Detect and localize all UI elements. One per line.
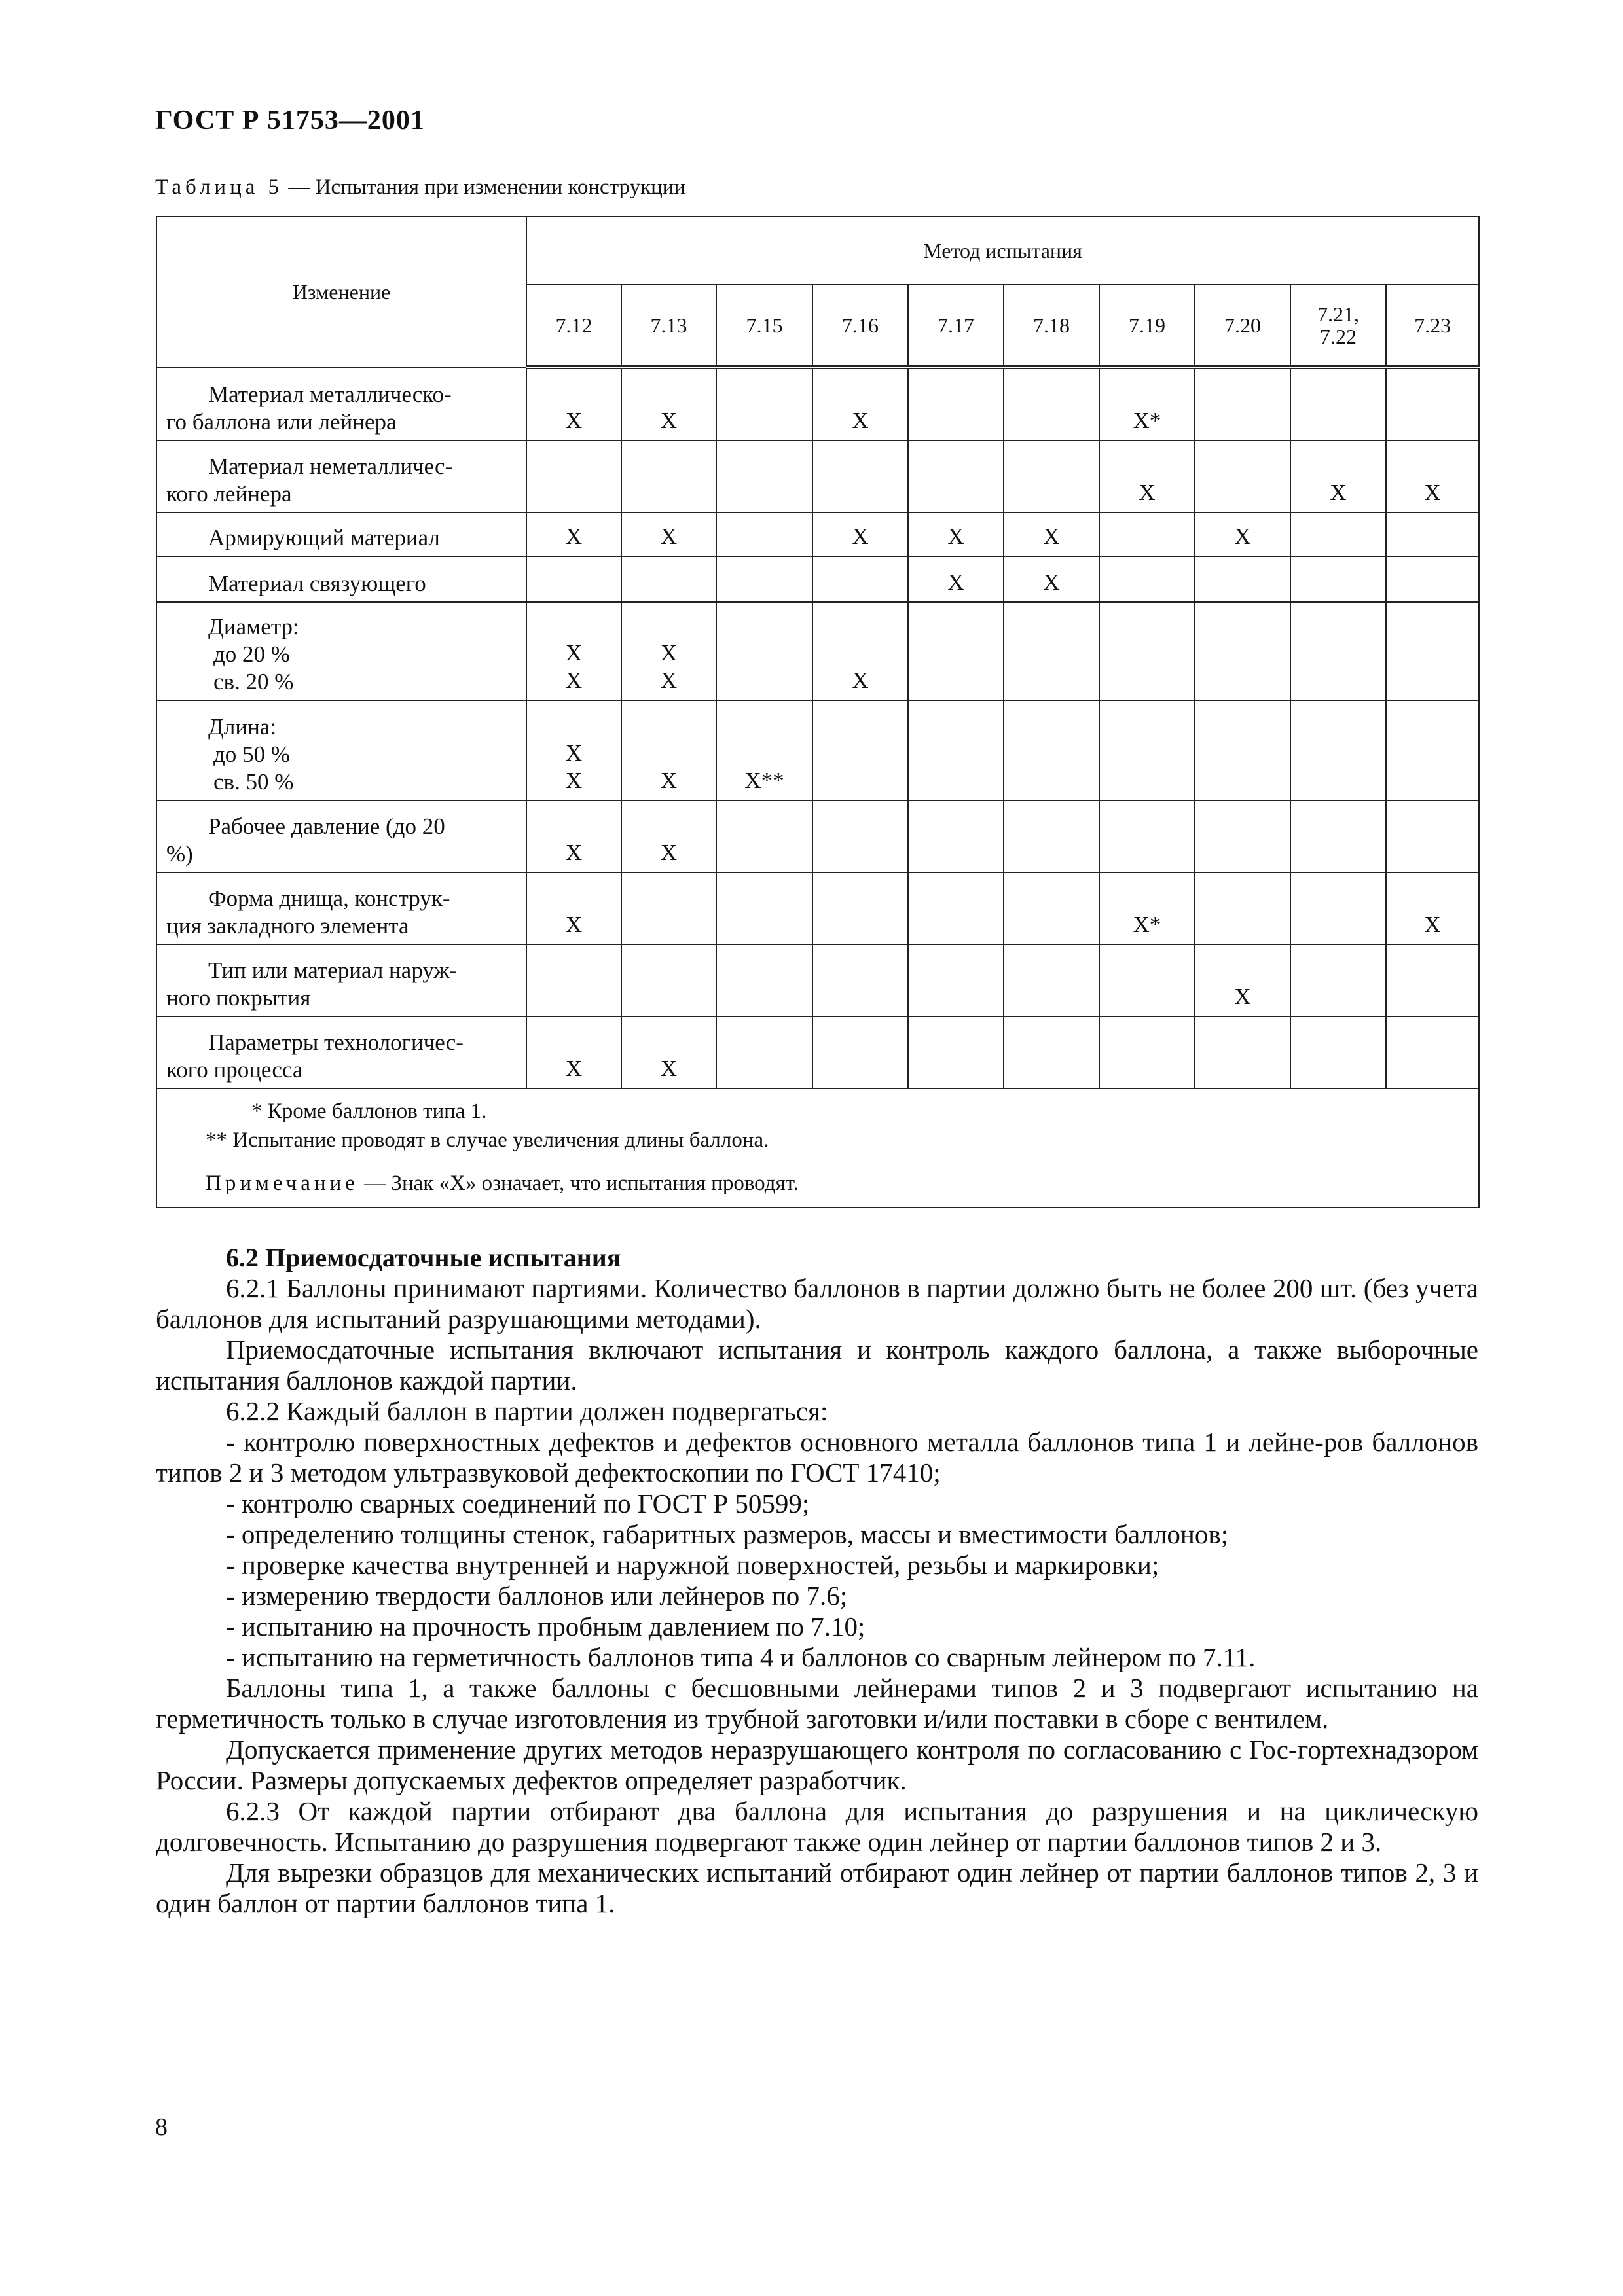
table-cell [716, 602, 812, 700]
paragraph: Допускается применение других методов неразрушающего контроля по согласованию с Гос-гортехнадзором России. Размеры допускаемых дефектов определяет разработчик. [156, 1734, 1478, 1795]
row-label-line: Параметры технологичес- [208, 1030, 464, 1055]
table-cell: X [1004, 512, 1099, 556]
table-cell [1004, 872, 1099, 944]
table-cell [1290, 1016, 1386, 1088]
row-label [156, 700, 526, 800]
table-cell [1195, 556, 1290, 602]
row-label [156, 872, 526, 944]
table-cell [526, 440, 621, 512]
section-title: 6.2 Приемосдаточные испытания [226, 1243, 621, 1272]
table-cell [1386, 367, 1479, 440]
table-cell [812, 872, 908, 944]
table-row [156, 556, 1479, 602]
row-label-line: Рабочее давление (до 20 [208, 814, 445, 839]
table-cell [1386, 602, 1479, 700]
table-row [156, 944, 1479, 1016]
table-row [156, 440, 1479, 512]
table-cell [1386, 556, 1479, 602]
table-cell: X X [621, 602, 716, 700]
table-cell [1290, 367, 1386, 440]
row-label-line: %) [166, 841, 193, 867]
table-cell [908, 872, 1004, 944]
row-label [156, 1016, 526, 1088]
table-cell [1195, 800, 1290, 872]
table-row [156, 1016, 1479, 1088]
table-cell [716, 556, 812, 602]
table-cell [716, 440, 812, 512]
table-cell [908, 944, 1004, 1016]
paragraph: 6.2.2 Каждый баллон в партии должен подвергаться: [226, 1396, 828, 1426]
column-header-change: Изменение [156, 217, 526, 367]
table-cell [1195, 602, 1290, 700]
table-cell [812, 1016, 908, 1088]
table-cell [1004, 700, 1099, 800]
row-label [156, 602, 526, 700]
list-item: - измерению твердости баллонов или лейнеров по 7.6; [226, 1581, 848, 1611]
table-cell: X [621, 367, 716, 440]
table-row [156, 367, 1479, 440]
row-label-line: ного покрытия [166, 985, 311, 1011]
page-number: 8 [155, 2113, 168, 2141]
method-col-7-13: 7.13 [621, 285, 716, 367]
row-label-line: кого лейнера [166, 481, 292, 507]
method-col-7-23: 7.23 [1386, 285, 1479, 367]
method-col-7-18: 7.18 [1004, 285, 1099, 367]
list-item: - испытанию на герметичность баллонов типа 4 и баллонов со сварным лейнером по 7.11. [226, 1642, 1256, 1672]
table-cell: X [621, 800, 716, 872]
table-cell [716, 944, 812, 1016]
table-cell [908, 367, 1004, 440]
table-cell [812, 800, 908, 872]
table-cell: X [1004, 556, 1099, 602]
table-cell [1004, 367, 1099, 440]
table-cell [1290, 512, 1386, 556]
table-cell [1290, 800, 1386, 872]
table-row [156, 512, 1479, 556]
table-cell [1099, 602, 1195, 700]
table-cell [1290, 556, 1386, 602]
table-cell [1290, 944, 1386, 1016]
table-cell [1099, 556, 1195, 602]
row-label-line: св. 50 % [213, 769, 294, 795]
table-cell: X* [1099, 872, 1195, 944]
table-cell [1386, 800, 1479, 872]
table-cell [1004, 440, 1099, 512]
table-cell [908, 700, 1004, 800]
table-caption-label: Таблица 5 [155, 175, 283, 199]
row-label [156, 556, 526, 602]
table-cell [1386, 1016, 1479, 1088]
table-cell: X [812, 512, 908, 556]
table-cell: X [621, 512, 716, 556]
table-cell: X [526, 1016, 621, 1088]
table-caption-text: — Испытания при изменении конструкции [283, 175, 686, 199]
table-cell [1386, 700, 1479, 800]
table-cell: X [1195, 944, 1290, 1016]
table-cell: X [1386, 872, 1479, 944]
table-cell: X [1386, 440, 1479, 512]
row-label [156, 944, 526, 1016]
paragraph: 6.2.1 Баллоны принимают партиями. Количество баллонов в партии должно быть не более 200 шт. (без учета баллонов для испытаний разрушающими методами). [156, 1273, 1478, 1334]
table-cell [1290, 602, 1386, 700]
table-cell [1099, 1016, 1195, 1088]
method-col-7-17: 7.17 [908, 285, 1004, 367]
table-cell [621, 440, 716, 512]
table-cell [812, 700, 908, 800]
table-cell [621, 872, 716, 944]
table-cell: X [1195, 512, 1290, 556]
paragraph: 6.2.3 От каждой партии отбирают два баллона для испытания до разрушения и на циклическую долговечность. Испытанию до разрушения подвергают также один лейнер от партии баллонов типов 2 и 3. [156, 1796, 1478, 1857]
row-label-line: Армирующий материал [208, 525, 440, 550]
table-design-change-tests [156, 216, 1480, 1208]
row-label-line: Материал связующего [208, 571, 426, 596]
table-cell [1099, 512, 1195, 556]
table-cell [1195, 700, 1290, 800]
table-cell [908, 440, 1004, 512]
row-label-line: Длина: [208, 714, 277, 740]
table-row [156, 700, 1479, 800]
table-cell [908, 1016, 1004, 1088]
method-col-7-12: 7.12 [526, 285, 621, 367]
method-col-7-20: 7.20 [1195, 285, 1290, 367]
row-label-line: Форма днища, конструк- [208, 886, 450, 911]
row-label [156, 367, 526, 440]
table-cell: X X [526, 700, 621, 800]
table-cell [1004, 1016, 1099, 1088]
method-col-7-19: 7.19 [1099, 285, 1195, 367]
row-label-line: Материал металлическо- [208, 382, 452, 407]
list-item: - контролю поверхностных дефектов и дефектов основного металла баллонов типа 1 и лейне-ров баллонов типов 2 и 3 методом ультразвуковой дефектоскопии по ГОСТ 17410; [156, 1427, 1478, 1488]
table-cell: X [526, 872, 621, 944]
table-cell [908, 800, 1004, 872]
row-label-line: го баллона или лейнера [166, 409, 397, 435]
table-cell: X [526, 512, 621, 556]
note-text: — Знак «X» означает, что испытания проводят. [358, 1172, 799, 1195]
table-cell [621, 944, 716, 1016]
row-label-line: св. 20 % [213, 669, 294, 694]
table-cell [1386, 944, 1479, 1016]
table-cell [716, 367, 812, 440]
table-cell [621, 556, 716, 602]
row-label [156, 440, 526, 512]
document-header: ГОСТ Р 51753—2001 [155, 105, 425, 135]
table-cell: X X [526, 602, 621, 700]
table-cell: X [1290, 440, 1386, 512]
table-cell [812, 440, 908, 512]
table-cell [1195, 872, 1290, 944]
table-footnotes-row [156, 1088, 1479, 1208]
table-caption [155, 175, 685, 200]
table-cell: X [621, 700, 716, 800]
table-cell: X [621, 1016, 716, 1088]
list-item: - определению толщины стенок, габаритных размеров, массы и вместимости баллонов; [226, 1519, 1229, 1549]
table-cell: X** [716, 700, 812, 800]
table-row [156, 602, 1479, 700]
table-cell [1004, 944, 1099, 1016]
table-cell [812, 556, 908, 602]
list-item: - испытанию на прочность пробным давлением по 7.10; [226, 1611, 866, 1641]
table-row [156, 800, 1479, 872]
table-cell: X* [1099, 367, 1195, 440]
table-cell [716, 1016, 812, 1088]
note-label: Примечание [206, 1172, 359, 1195]
row-label [156, 800, 526, 872]
method-col-7-22: 7.22 [1320, 325, 1357, 348]
table-cell: X [1099, 440, 1195, 512]
table-cell: X [526, 367, 621, 440]
table-cell [1195, 367, 1290, 440]
table-cell [716, 512, 812, 556]
table-cell [812, 944, 908, 1016]
table-cell [1099, 800, 1195, 872]
table-cell [1195, 440, 1290, 512]
table-cell [1195, 1016, 1290, 1088]
list-item: - проверке качества внутренней и наружной поверхностей, резьбы и маркировки; [226, 1550, 1159, 1580]
table-cell [716, 800, 812, 872]
row-label-line: Тип или материал наруж- [208, 958, 458, 983]
table-cell [1290, 700, 1386, 800]
row-label-line: Материал неметалличес- [208, 454, 453, 479]
table-cell: X [908, 556, 1004, 602]
row-label-line: кого процесса [166, 1057, 303, 1083]
footnote-2: ** Испытание проводят в случае увеличения длины баллона. [206, 1128, 769, 1152]
table-cell: X [526, 800, 621, 872]
section-6-2-body [156, 1242, 1478, 1919]
table-cell [1004, 800, 1099, 872]
table-cell [1004, 602, 1099, 700]
paragraph: Баллоны типа 1, а также баллоны с бесшовными лейнерами типов 2 и 3 подвергают испытанию на герметичность только в случае изготовления из трубной заготовки и/или поставки в сборе с вентилем. [156, 1673, 1478, 1734]
table-cell: X [908, 512, 1004, 556]
row-label-line: до 50 % [213, 742, 290, 767]
table-cell [1290, 872, 1386, 944]
row-label [156, 512, 526, 556]
row-label-line: Диаметр: [208, 614, 299, 639]
table-cell [1099, 944, 1195, 1016]
table-note [166, 1169, 1469, 1198]
table-cell [1099, 700, 1195, 800]
method-col-7-16: 7.16 [812, 285, 908, 367]
table-footnotes [156, 1088, 1479, 1208]
table-cell: X [812, 602, 908, 700]
method-col-7-21: 7.21, [1317, 302, 1359, 326]
table-row [156, 872, 1479, 944]
table-cell [716, 872, 812, 944]
column-header-method: Метод испытания [526, 217, 1479, 285]
paragraph: Приемосдаточные испытания включают испытания и контроль каждого баллона, а также выборочные испытания баллонов каждой партии. [156, 1335, 1478, 1395]
method-col-7-21-7-22 [1290, 285, 1386, 367]
footnote-1: * Кроме баллонов типа 1. [251, 1100, 487, 1123]
table-cell: X [812, 367, 908, 440]
method-col-7-15: 7.15 [716, 285, 812, 367]
paragraph: Для вырезки образцов для механических испытаний отбирают один лейнер от партии баллонов типов 2, 3 и один баллон от партии баллонов типа 1. [156, 1857, 1478, 1918]
row-label-line: ция закладного элемента [166, 913, 409, 939]
table-cell [1386, 512, 1479, 556]
row-label-line: до 20 % [213, 641, 290, 667]
list-item: - контролю сварных соединений по ГОСТ Р 50599; [226, 1488, 810, 1518]
table-cell [526, 944, 621, 1016]
table-cell [908, 602, 1004, 700]
table-cell [526, 556, 621, 602]
